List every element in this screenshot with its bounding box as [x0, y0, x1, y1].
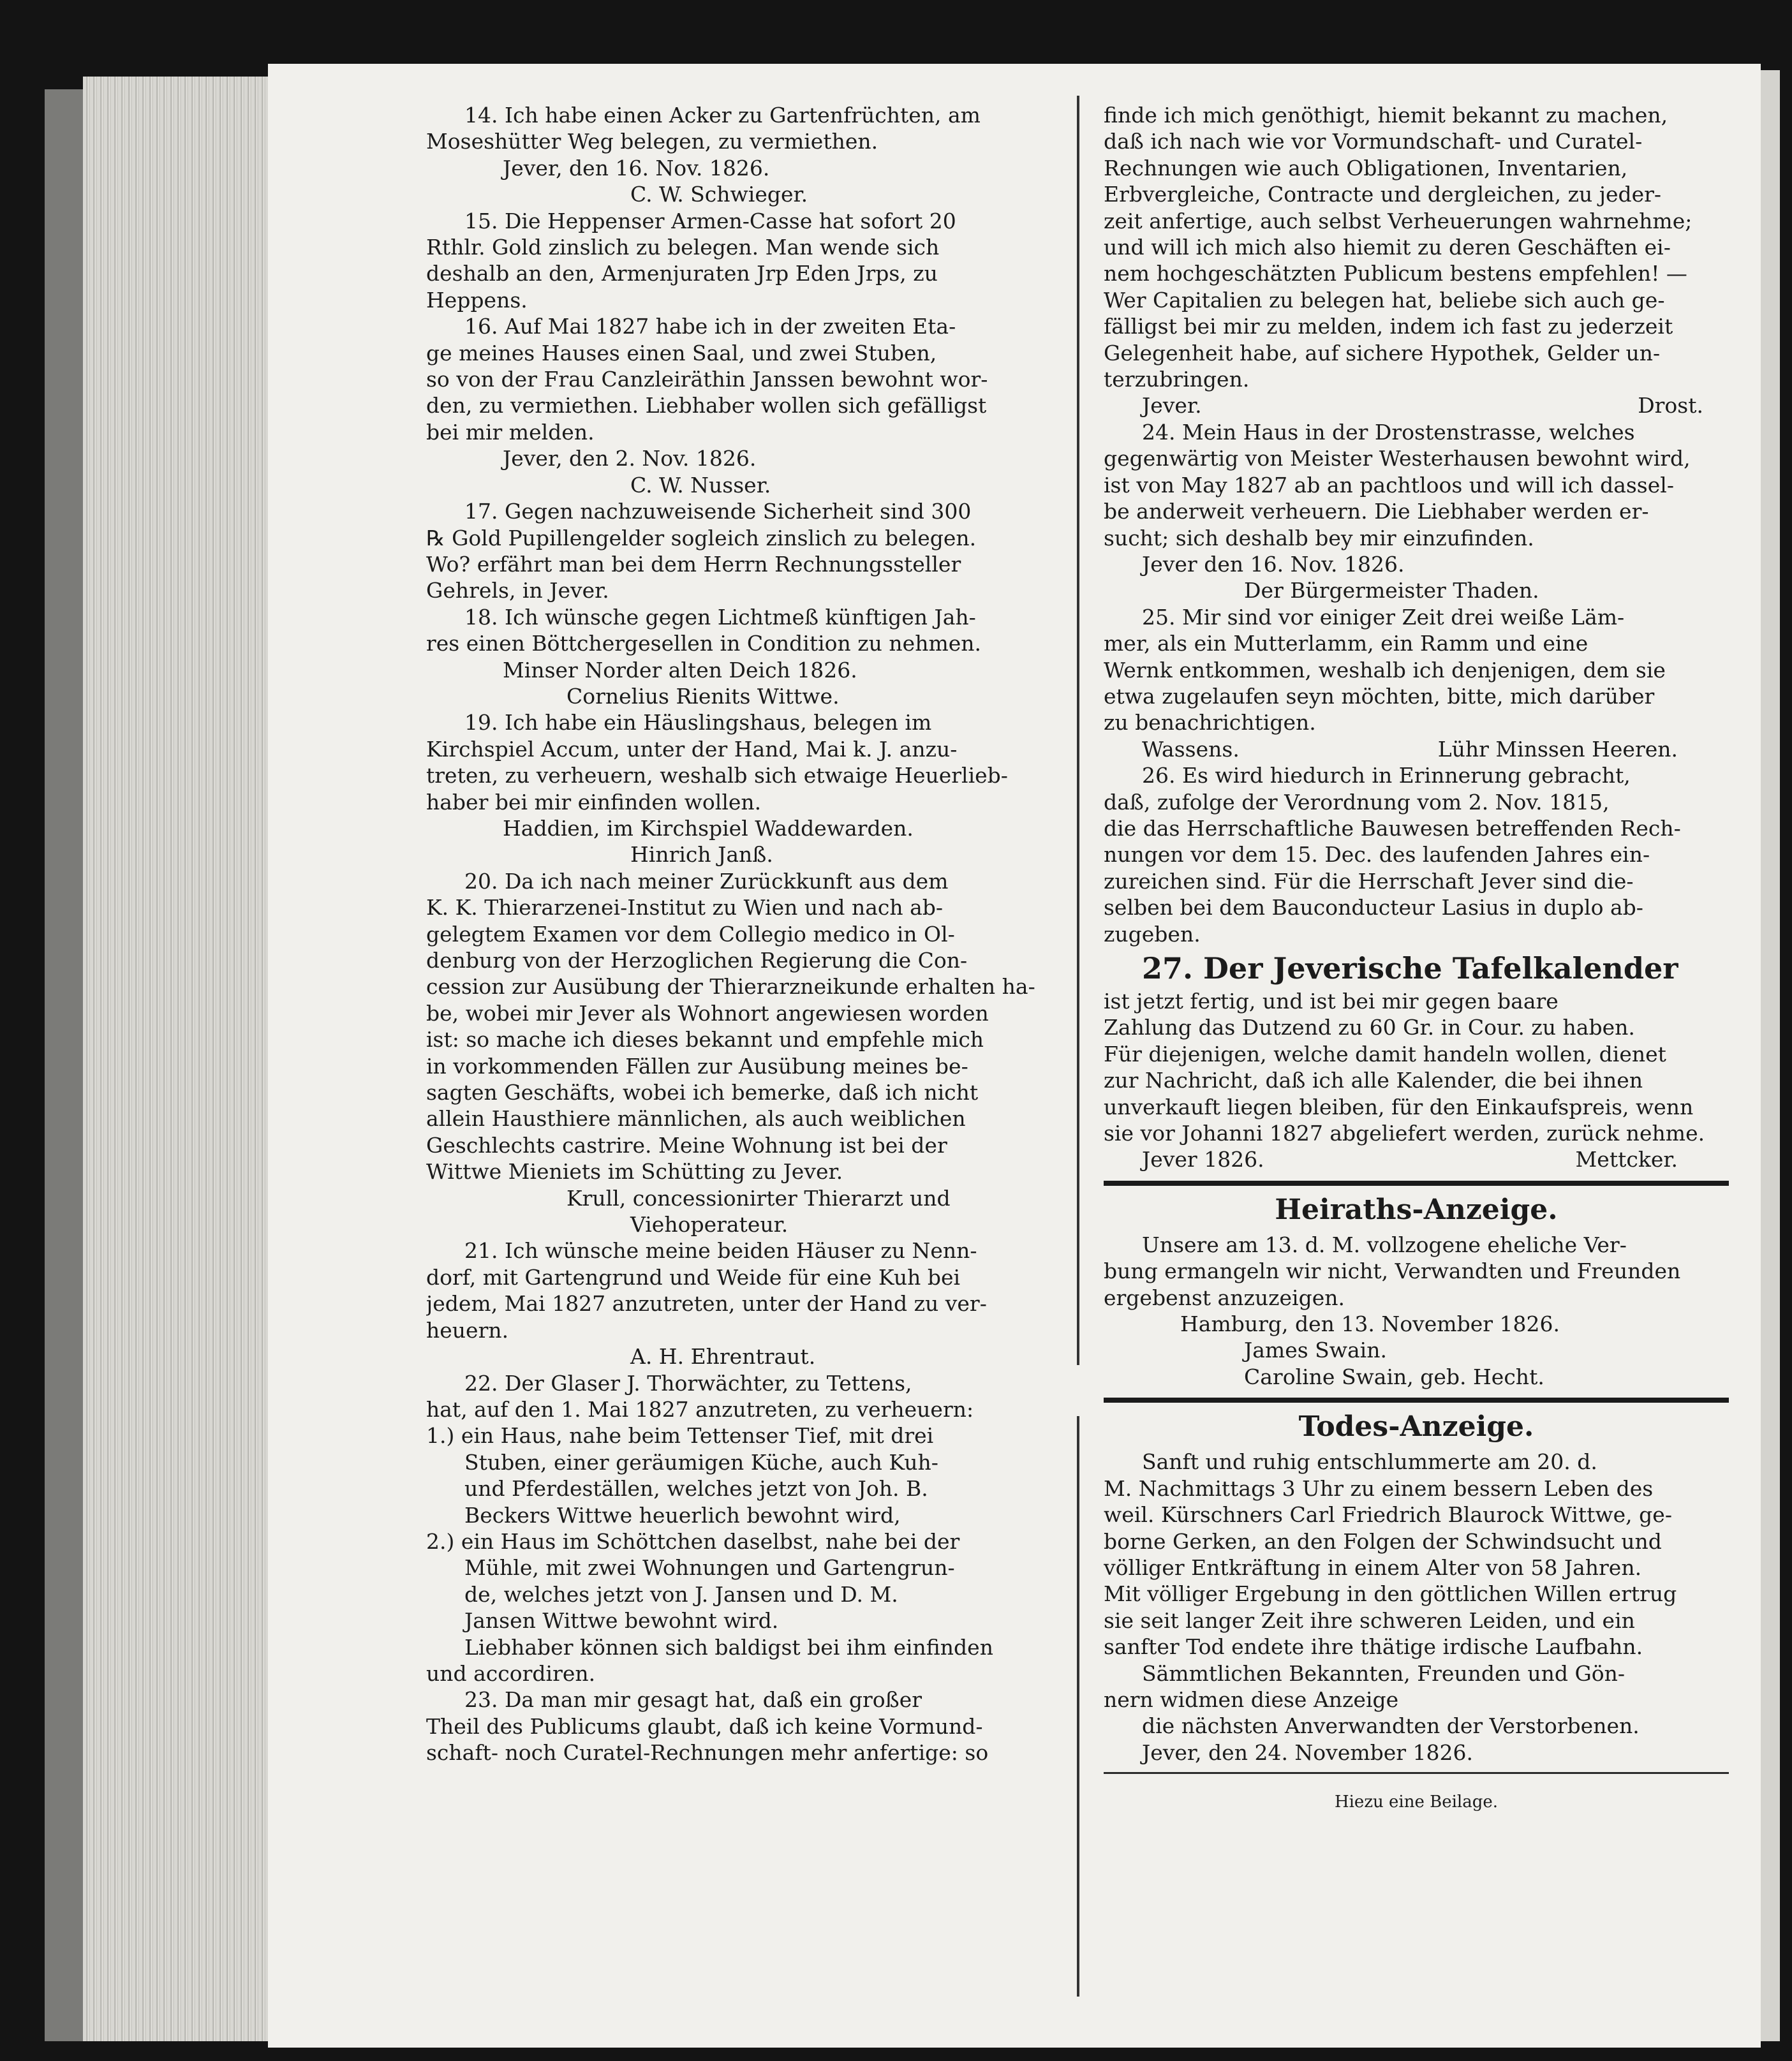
text-line: treten, zu verheuern, weshalb sich etwaige Heuerlieb-: [426, 763, 1008, 788]
right-column: [1104, 102, 1729, 1816]
text-line: Gelegenheit habe, auf sichere Hypothek, Gelder un-: [1104, 340, 1661, 366]
text-line: Mit völliger Ergebung in den göttlichen Willen ertrug: [1104, 1581, 1677, 1607]
text-line: Sämmtlichen Bekannten, Freunden und Gön-: [1142, 1660, 1625, 1686]
text-line: heuern.: [426, 1317, 509, 1343]
text-line: A. H. Ehrentraut.: [630, 1344, 816, 1370]
text-line: daß, zufolge der Verordnung vom 2. Nov. 1815,: [1104, 789, 1610, 815]
text-line: finde ich mich genöthigt, hiemit bekannt zu machen,: [1104, 103, 1668, 128]
text-line: James Swain.: [1244, 1338, 1387, 1363]
section-rule: [1104, 1181, 1729, 1186]
text-line: Zahlung das Dutzend zu 60 Gr. in Cour. zu haben.: [1104, 1015, 1635, 1040]
text-line: Hamburg, den 13. November 1826.: [1180, 1311, 1560, 1337]
text-line: 17. Gegen nachzuweisende Sicherheit sind 300: [464, 499, 972, 524]
text-line: zugeben.: [1104, 921, 1201, 947]
signature-name: Drost.: [1638, 393, 1703, 418]
text-line: daß ich nach wie vor Vormundschaft- und Curatel-: [1104, 129, 1643, 154]
page-stack-edge: [83, 77, 274, 2041]
text-line: 15. Die Heppenser Armen-Casse hat sofort 20: [464, 208, 956, 233]
text-line: Viehoperateur.: [630, 1212, 789, 1237]
text-line: fälligst bei mir zu melden, indem ich fast zu jederzeit: [1104, 314, 1673, 339]
text-line: bung ermangeln wir nicht, Verwandten und Freunden: [1104, 1259, 1681, 1284]
text-line: ℞ Gold Pupillengelder sogleich zinslich zu belegen.: [426, 525, 977, 550]
text-line: Caroline Swain, geb. Hecht.: [1244, 1364, 1544, 1389]
text-line: Jever, den 16. Nov. 1826.: [503, 155, 770, 181]
kalender-heading: 27. Der Jeverische Tafelkalender: [1142, 951, 1678, 986]
text-line: 16. Auf Mai 1827 habe ich in der zweiten Eta-: [464, 314, 956, 339]
signature-name: Lühr Minssen Heeren.: [1437, 736, 1678, 762]
text-line: selben bei dem Bauconducteur Lasius in duplo ab-: [1104, 895, 1643, 920]
text-line: sanfter Tod endete ihre thätige irdische Laufbahn.: [1104, 1634, 1643, 1660]
text-line: nem hochgeschätzten Publicum bestens empfehlen! —: [1104, 261, 1687, 286]
text-line: zureichen sind. Für die Herrschaft Jever sind die-: [1104, 868, 1634, 894]
text-line: Kirchspiel Accum, unter der Hand, Mai k. J. anzu-: [426, 736, 958, 762]
column-divider-bottom: [1077, 1416, 1079, 1997]
text-line: Mühle, mit zwei Wohnungen und Gartengrun-: [464, 1555, 955, 1581]
text-line: so von der Frau Canzleiräthin Janssen bewohnt wor-: [426, 367, 988, 392]
text-line: 22. Der Glaser J. Thorwächter, zu Tettens,: [464, 1370, 912, 1396]
text-line: Für diejenigen, welche damit handeln wollen, dienet: [1104, 1041, 1666, 1067]
text-line: C. W. Schwieger.: [630, 182, 808, 207]
text-line: mer, als ein Mutterlamm, ein Ramm und eine: [1104, 631, 1588, 656]
text-line: 25. Mir sind vor einiger Zeit drei weiße Läm-: [1142, 604, 1625, 630]
text-line: Moseshütter Weg belegen, zu vermiethen.: [426, 129, 878, 154]
text-line: gelegtem Examen vor dem Collegio medico in Ol-: [426, 921, 955, 947]
text-line: Wittwe Mieniets im Schütting zu Jever.: [426, 1159, 843, 1185]
text-line: Minser Norder alten Deich 1826.: [503, 657, 857, 683]
text-line: zeit anfertige, auch selbst Verheuerungen wahrnehme;: [1104, 208, 1692, 233]
text-line: 19. Ich habe ein Häuslingshaus, belegen im: [464, 710, 932, 735]
notice-27-signature: [1104, 1146, 1729, 1172]
text-line: Unsere am 13. d. M. vollzogene eheliche Ver-: [1142, 1232, 1627, 1257]
text-line: zu benachrichtigen.: [1104, 710, 1316, 735]
text-line: sie vor Johanni 1827 abgeliefert werden, zurück nehme.: [1104, 1121, 1705, 1146]
text-line: Sanft und ruhig entschlummerte am 20. d.: [1142, 1449, 1597, 1475]
text-line: 1.) ein Haus, nahe beim Tettenser Tief, mit drei: [426, 1423, 934, 1449]
todes-heading: Todes-Anzeige.: [1298, 1410, 1534, 1444]
heirath-heading: Heiraths-Anzeige.: [1275, 1193, 1558, 1226]
text-line: völliger Entkräftung in einem Alter von 58 Jahren.: [1104, 1555, 1642, 1580]
text-line: de, welches jetzt von J. Jansen und D. M.: [464, 1581, 898, 1607]
left-column-lines: [426, 102, 1051, 1766]
text-line: und accordiren.: [426, 1660, 596, 1686]
text-line: nern widmen diese Anzeige: [1104, 1687, 1399, 1712]
text-line: 26. Es wird hiedurch in Erinnerung gebracht,: [1142, 763, 1631, 788]
todes-notice: [1104, 1449, 1729, 1766]
text-line: res einen Böttchergesellen in Condition zu nehmen.: [426, 631, 982, 656]
text-line: Jever, den 24. November 1826.: [1142, 1740, 1474, 1765]
text-line: be, wobei mir Jever als Wohnort angewiesen worden: [426, 1000, 989, 1026]
next-page-edge: [1761, 70, 1780, 2041]
text-line: dorf, mit Gartengrund und Weide für eine Kuh bei: [426, 1264, 961, 1290]
text-line: zur Nachricht, daß ich alle Kalender, die bei ihnen: [1104, 1068, 1643, 1093]
notice-25-signature: [1104, 736, 1729, 762]
text-line: denburg von der Herzoglichen Regierung die Con-: [426, 948, 968, 973]
signature-place: Wassens.: [1142, 736, 1240, 762]
text-line: etwa zugelaufen seyn möchten, bitte, mich darüber: [1104, 683, 1655, 709]
text-line: in vorkommenden Fällen zur Ausübung meines be-: [426, 1053, 968, 1079]
text-line: und will ich mich also hiemit zu deren Geschäften ei-: [1104, 235, 1671, 260]
text-line: jedem, Mai 1827 anzutreten, unter der Hand zu ver-: [426, 1291, 987, 1317]
text-line: Erbvergleiche, Contracte und dergleichen, zu jeder-: [1104, 182, 1662, 207]
text-line: 20. Da ich nach meiner Zurückkunft aus dem: [464, 868, 949, 894]
text-line: Stuben, einer geräumigen Küche, auch Kuh-: [464, 1449, 938, 1475]
text-line: ge meines Hauses einen Saal, und zwei Stuben,: [426, 340, 937, 366]
text-line: schaft- noch Curatel-Rechnungen mehr anfertige: so: [426, 1740, 989, 1766]
text-line: deshalb an den, Armenjuraten Jrp Eden Jrps, zu: [426, 261, 938, 286]
text-line: Jever den 16. Nov. 1826.: [1142, 551, 1405, 577]
text-line: nungen vor dem 15. Dec. des laufenden Jahres ein-: [1104, 842, 1650, 868]
text-line: bei mir melden.: [426, 419, 595, 445]
text-line: M. Nachmittags 3 Uhr zu einem bessern Leben des: [1104, 1475, 1654, 1501]
text-line: den, zu vermiethen. Liebhaber wollen sich gefälligst: [426, 393, 987, 418]
notice-23-signature: [1104, 392, 1729, 418]
text-line: ist von May 1827 ab an pachtloos und will ich dassel-: [1104, 472, 1674, 498]
text-line: hat, auf den 1. Mai 1827 anzutreten, zu verheuern:: [426, 1396, 974, 1422]
text-line: weil. Kürschners Carl Friedrich Blaurock Wittwe, ge-: [1104, 1502, 1672, 1528]
text-line: 24. Mein Haus in der Drostenstrasse, welches: [1142, 419, 1635, 445]
text-line: 21. Ich wünsche meine beiden Häuser zu Nenn-: [464, 1238, 977, 1264]
text-line: Wer Capitalien zu belegen hat, beliebe sich auch ge-: [1104, 287, 1665, 313]
text-line: Beckers Wittwe heuerlich bewohnt wird,: [464, 1502, 901, 1528]
text-line: terzubringen.: [1104, 367, 1250, 392]
footer-note: Hiezu eine Beilage.: [1334, 1792, 1499, 1812]
text-line: ergebenst anzuzeigen.: [1104, 1285, 1345, 1310]
text-line: 2.) ein Haus im Schöttchen daselbst, nahe bei der: [426, 1528, 960, 1554]
text-line: borne Gerken, an den Folgen der Schwindsucht und: [1104, 1528, 1662, 1554]
text-line: K. K. Thierarzenei-Institut zu Wien und nach ab-: [426, 895, 944, 920]
column-divider-top: [1077, 96, 1079, 1365]
text-line: sie seit langer Zeit ihre schweren Leiden, und ein: [1104, 1607, 1635, 1633]
section-rule: [1104, 1398, 1729, 1403]
text-line: unverkauft liegen bleiben, für den Einkaufspreis, wenn: [1104, 1094, 1694, 1119]
text-line: 18. Ich wünsche gegen Lichtmeß künftigen Jah-: [464, 604, 976, 630]
text-line: Gehrels, in Jever.: [426, 578, 609, 603]
text-line: gegenwärtig von Meister Westerhausen bewohnt wird,: [1104, 446, 1691, 471]
text-line: Cornelius Rienits Wittwe.: [566, 683, 840, 709]
text-line: Rthlr. Gold zinslich zu belegen. Man wende sich: [426, 235, 940, 260]
text-line: 14. Ich habe einen Acker zu Gartenfrüchten, am: [464, 103, 981, 128]
text-line: und Pferdeställen, welches jetzt von Joh. B.: [464, 1476, 928, 1502]
text-line: Haddien, im Kirchspiel Waddewarden.: [503, 815, 914, 841]
text-line: Theil des Publicums glaubt, daß ich keine Vormund-: [426, 1713, 983, 1739]
text-line: cession zur Ausübung der Thierarzneikunde erhalten ha-: [426, 974, 1035, 1000]
text-line: die das Herrschaftliche Bauwesen betreffenden Rech-: [1104, 815, 1681, 841]
text-line: sagten Geschäfts, wobei ich bemerke, daß ich nicht: [426, 1080, 979, 1105]
text-line: Wernk entkommen, weshalb ich denjenigen, dem sie: [1104, 657, 1666, 683]
notice-26: [1104, 762, 1729, 947]
closing-rule: [1104, 1772, 1729, 1774]
text-line: Der Bürgermeister Thaden.: [1244, 578, 1539, 603]
text-line: Rechnungen wie auch Obligationen, Inventarien,: [1104, 155, 1628, 181]
text-line: sucht; sich deshalb bey mir einzufinden.: [1104, 525, 1534, 550]
signature-name: Mettcker.: [1575, 1147, 1678, 1172]
text-line: die nächsten Anverwandten der Verstorbenen.: [1142, 1713, 1640, 1739]
text-line: be anderweit verheuern. Die Liebhaber werden er-: [1104, 499, 1649, 524]
text-line: allein Hausthiere männlichen, als auch weiblichen: [426, 1106, 966, 1132]
text-line: Wo? erfährt man bei dem Herrn Rechnungssteller: [426, 551, 961, 577]
heirath-notice: [1104, 1232, 1729, 1390]
notice-23-continued: [1104, 102, 1729, 392]
text-line: C. W. Nusser.: [630, 472, 771, 498]
text-line: Geschlechts castrire. Meine Wohnung ist bei der: [426, 1132, 947, 1158]
text-line: haber bei mir einfinden wollen.: [426, 789, 762, 815]
text-line: Heppens.: [426, 287, 528, 313]
text-line: 23. Da man mir gesagt hat, daß ein großer: [464, 1687, 922, 1713]
text-line: Jever, den 2. Nov. 1826.: [503, 446, 757, 471]
text-line: Krull, concessionirter Thierarzt und: [566, 1185, 951, 1211]
notices-24-25: [1104, 419, 1729, 736]
text-line: Hinrich Janß.: [630, 842, 773, 868]
notice-27: [1104, 988, 1729, 1146]
text-line: ist: so mache ich dieses bekannt und empfehle mich: [426, 1027, 984, 1053]
text-line: Liebhaber können sich baldigst bei ihm einfinden: [464, 1634, 993, 1660]
text-line: ist jetzt fertig, und ist bei mir gegen baare: [1104, 989, 1559, 1014]
signature-place: Jever 1826.: [1142, 1147, 1264, 1172]
signature-place: Jever.: [1142, 393, 1202, 418]
text-line: Jansen Wittwe bewohnt wird.: [464, 1608, 779, 1634]
left-column: [426, 102, 1051, 1766]
